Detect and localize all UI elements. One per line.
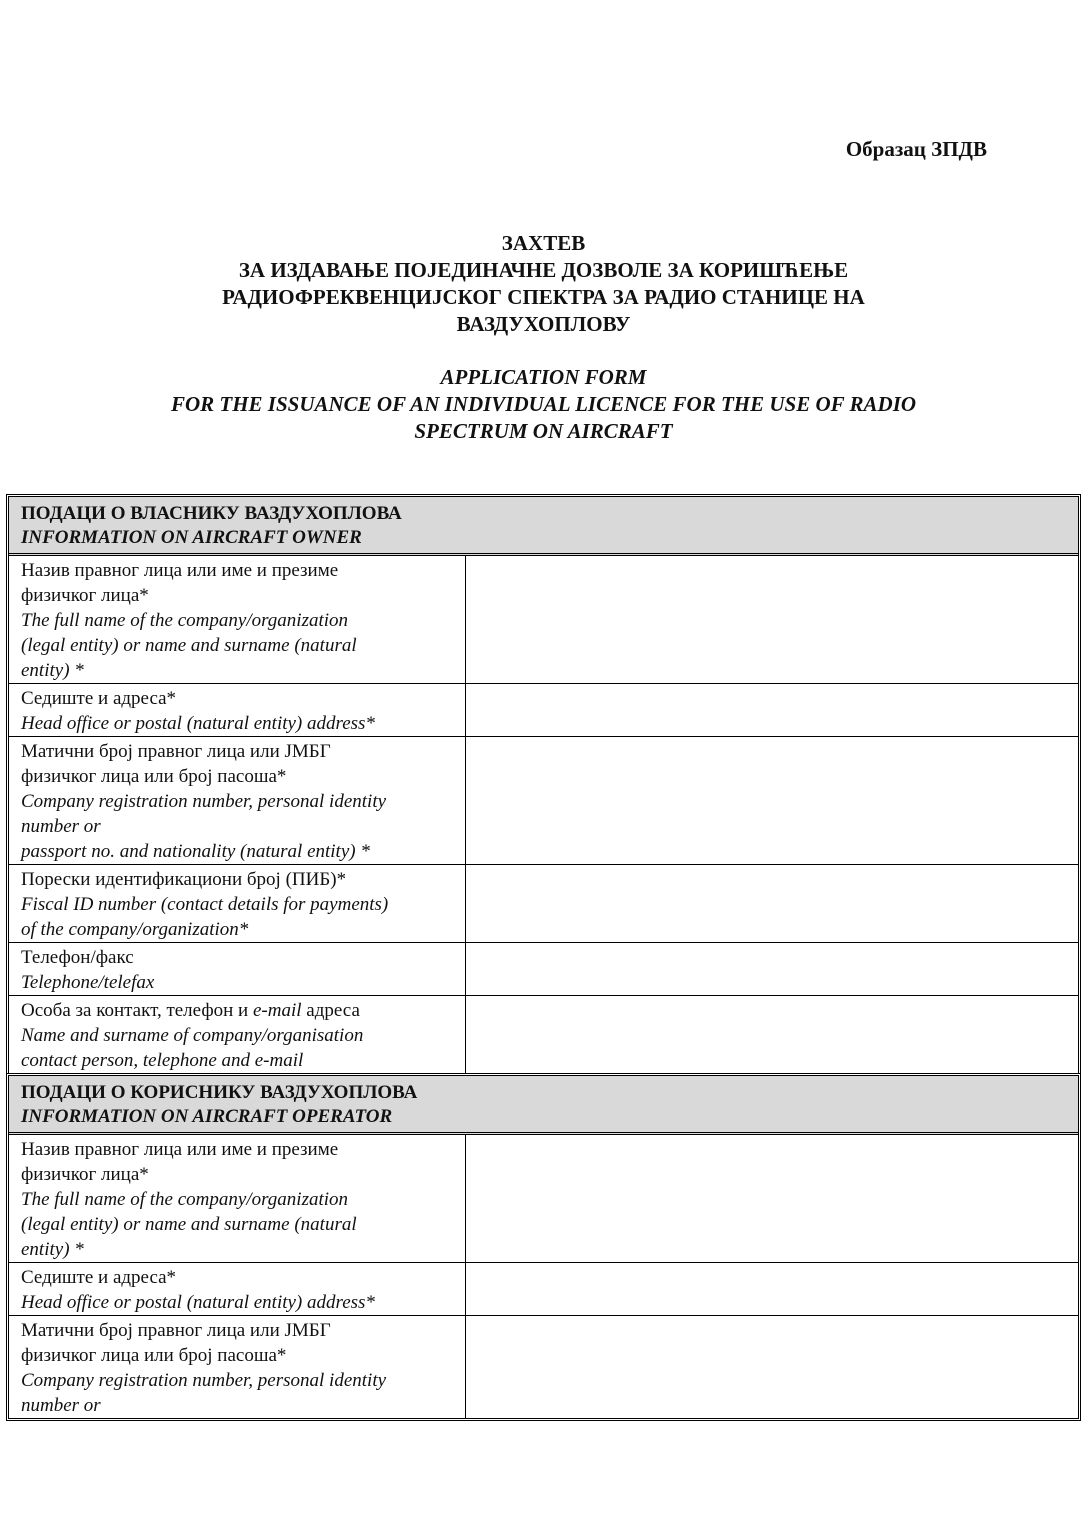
owner-address-row: [9, 684, 1078, 737]
label-sr-part: e-mail: [252, 1000, 302, 1021]
section-header-sr: ПОДАЦИ О ВЛАСНИКУ ВАЗДУХОПЛОВА: [21, 503, 402, 524]
label-sr-line: Назив правног лица или име и презиме: [21, 560, 339, 581]
owner-name-row: [9, 556, 1078, 684]
title-sr-line: ЗАХТЕВ: [501, 231, 586, 255]
field-label: [9, 737, 466, 864]
owner-section: [6, 494, 1081, 1073]
owner-pib-row: [9, 865, 1078, 943]
owner-pib-field[interactable]: [466, 865, 1078, 942]
label-en-line: entity) *: [21, 1239, 84, 1260]
owner-phone-field[interactable]: [466, 943, 1078, 995]
label-sr-part: адреса: [301, 1000, 360, 1021]
label-sr-line: [21, 998, 457, 1023]
label-en-line: Head office or postal (natural entity) address*: [21, 713, 375, 734]
label-en-line: The full name of the company/organization: [21, 1189, 349, 1210]
operator-section: [6, 1073, 1081, 1421]
label-en-line: Telephone/telefax: [21, 972, 155, 993]
label-en-line: number or: [21, 1395, 101, 1416]
operator-name-field[interactable]: [466, 1135, 1078, 1262]
section-header-en: INFORMATION ON AIRCRAFT OWNER: [21, 527, 362, 548]
label-sr-line: физичког лица или број пасоша*: [21, 1345, 287, 1366]
document-title: [0, 230, 1087, 445]
field-label: [9, 1316, 466, 1418]
field-label: [9, 684, 466, 736]
operator-name-row: [9, 1135, 1078, 1263]
label-en-line: Head office or postal (natural entity) address*: [21, 1292, 375, 1313]
field-label: [9, 1263, 466, 1315]
label-sr-line: Назив правног лица или име и презиме: [21, 1139, 339, 1160]
label-en-line: (legal entity) or name and surname (natural: [21, 635, 357, 656]
title-sr-line: ЗА ИЗДАВАЊЕ ПОЈЕДИНАЧНЕ ДОЗВОЛЕ ЗА КОРИШЋЕЊЕ: [238, 258, 849, 282]
label-sr-line: Матични број правног лица или ЈМБГ: [21, 1320, 331, 1341]
title-sr-line: ВАЗДУХОПЛОВУ: [456, 312, 631, 336]
owner-reg-number-row: [9, 737, 1078, 865]
owner-address-field[interactable]: [466, 684, 1078, 736]
label-en-line: Company registration number, personal identity: [21, 1370, 387, 1391]
label-sr-line: Седиште и адреса*: [21, 688, 177, 709]
owner-name-field[interactable]: [466, 556, 1078, 683]
owner-contact-row: [9, 996, 1078, 1073]
field-label: [9, 943, 466, 995]
field-label: [9, 865, 466, 942]
label-sr-line: физичког лица*: [21, 1164, 149, 1185]
title-en-line: FOR THE ISSUANCE OF AN INDIVIDUAL LICENCE FOR THE USE OF RADIO: [170, 392, 917, 416]
title-en-line: SPECTRUM ON AIRCRAFT: [414, 419, 673, 443]
label-sr-part: Особа за контакт, телефон и: [21, 1000, 253, 1021]
owner-phone-row: [9, 943, 1078, 996]
label-en-line: passport no. and nationality (natural entity) *: [21, 841, 370, 862]
label-sr-line: физичког лица или број пасоша*: [21, 766, 287, 787]
label-sr-line: Матични број правног лица или ЈМБГ: [21, 741, 331, 762]
label-en-line: entity) *: [21, 660, 84, 681]
title-serbian: [0, 230, 1087, 338]
owner-section-header: [9, 497, 1078, 556]
title-english: [0, 364, 1087, 445]
label-en-line: contact person, telephone and e-mail: [21, 1050, 304, 1071]
label-en-line: number or: [21, 816, 101, 837]
section-header-sr: ПОДАЦИ О КОРИСНИКУ ВАЗДУХОПЛОВА: [21, 1082, 418, 1103]
operator-section-header: [9, 1076, 1078, 1135]
field-label: [9, 556, 466, 683]
operator-address-field[interactable]: [466, 1263, 1078, 1315]
label-sr-line: Порески идентификациони број (ПИБ)*: [21, 869, 347, 890]
application-form-table: [6, 494, 1081, 1421]
label-en-line: The full name of the company/organization: [21, 610, 349, 631]
label-en-line: Name and surname of company/organisation: [21, 1025, 364, 1046]
title-en-line: APPLICATION FORM: [440, 365, 647, 389]
section-header-en: INFORMATION ON AIRCRAFT OPERATOR: [21, 1106, 393, 1127]
label-en-line: (legal entity) or name and surname (natural: [21, 1214, 357, 1235]
label-en-line: of the company/organization*: [21, 919, 249, 940]
label-sr-line: Телефон/факс: [21, 947, 134, 968]
owner-reg-number-field[interactable]: [466, 737, 1078, 864]
title-sr-line: РАДИОФРЕКВЕНЦИЈСКОГ СПЕКТРА ЗА РАДИО СТАНИЦЕ НА: [222, 285, 865, 309]
field-label: [9, 996, 466, 1073]
form-code: Образац ЗПДВ: [845, 137, 987, 161]
label-en-line: Fiscal ID number (contact details for payments): [21, 894, 389, 915]
operator-reg-number-field[interactable]: [466, 1316, 1078, 1418]
operator-reg-number-row: [9, 1316, 1078, 1418]
owner-contact-field[interactable]: [466, 996, 1078, 1073]
label-sr-line: Седиште и адреса*: [21, 1267, 177, 1288]
field-label: [9, 1135, 466, 1262]
label-sr-line: физичког лица*: [21, 585, 149, 606]
operator-address-row: [9, 1263, 1078, 1316]
label-en-line: Company registration number, personal identity: [21, 791, 387, 812]
